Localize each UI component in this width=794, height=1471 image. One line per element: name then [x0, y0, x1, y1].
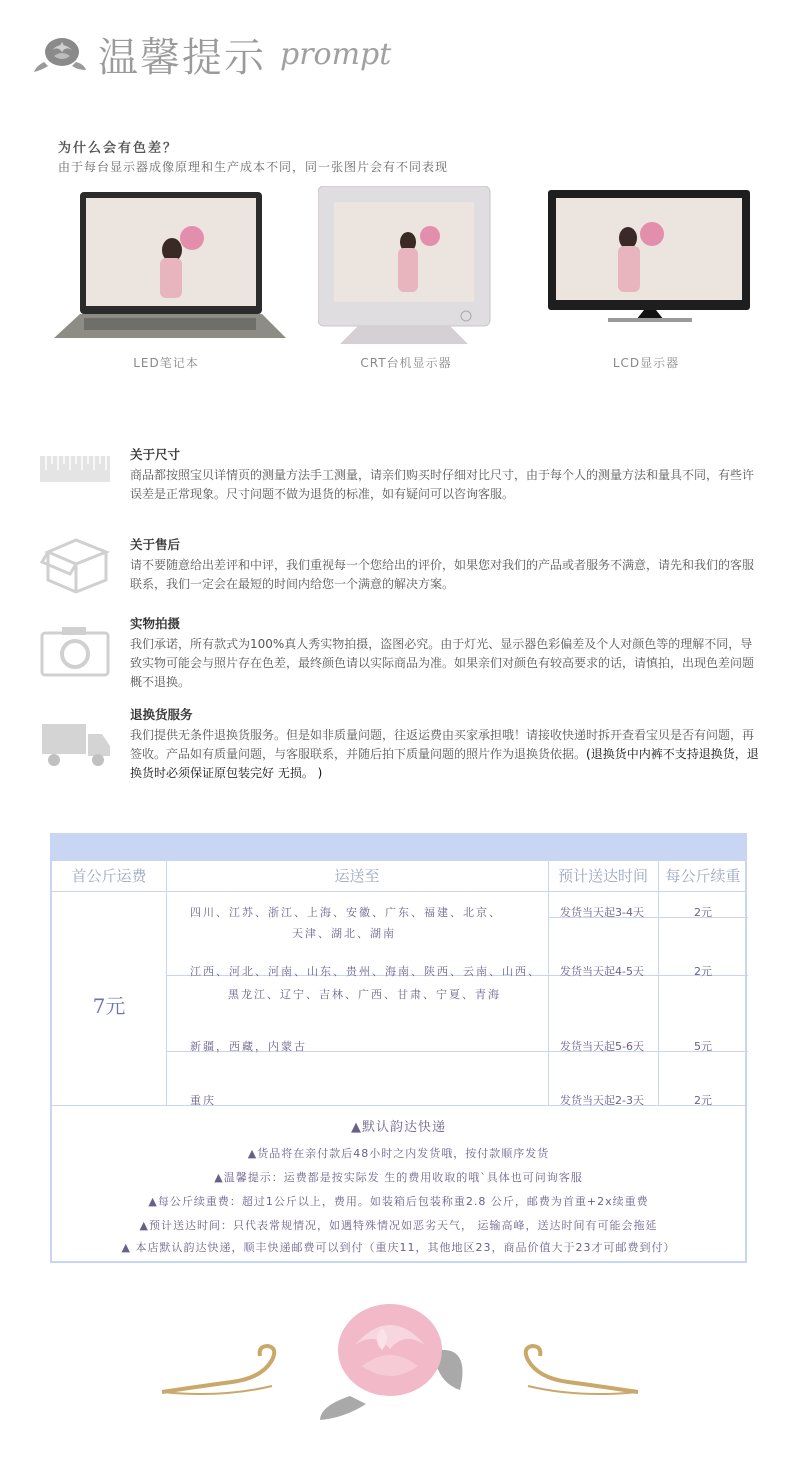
info-aftersale-title: 关于售后	[130, 537, 181, 552]
truck-icon	[40, 722, 112, 768]
row-2-extra: 2元	[694, 965, 712, 978]
row-1-regions-line1: 四川、江苏、浙江、上海、安徽、广东、福建、北京、	[190, 906, 502, 919]
lcd-monitor-icon	[548, 190, 752, 322]
shipping-table	[50, 833, 747, 1263]
shipping-note: ▲ 本店默认韵达快递，顺丰快递邮费可以到付（重庆11，其他地区23，商品价值大于23才可邮费到付）	[121, 1241, 676, 1254]
row-3-regions: 新疆，西藏，内蒙古	[190, 1040, 307, 1053]
grid-line	[166, 861, 167, 1105]
info-photo	[130, 614, 760, 692]
row-4-extra: 2元	[694, 1094, 712, 1107]
row-4-time: 发货当天起2-3天	[560, 1094, 644, 1107]
box-icon	[40, 534, 112, 594]
rose-icon	[32, 32, 86, 76]
row-3-time: 发货当天起5-6天	[560, 1040, 644, 1053]
info-return-title: 退换货服务	[130, 707, 193, 722]
info-return-highlight: (退换货中内裤不支持退换货，退换货时必须保证原包装完好 无损。 )	[130, 747, 759, 780]
row-4-regions: 重庆	[190, 1094, 216, 1107]
color-diff-answer: 由于每台显示器成像原理和生产成本不同，同一张图片会有不同表现	[58, 160, 449, 174]
rose-ornament-icon	[150, 1300, 650, 1430]
row-2-time: 发货当天起4-5天	[560, 965, 644, 978]
page-header	[32, 24, 391, 84]
info-return-text	[130, 726, 760, 783]
grid-line	[52, 891, 745, 892]
info-aftersale-text: 请不要随意给出差评和中评，我们重视每一个您给出的评价，如果您对我们的产品或者服务不满意，请先和我们的客服联系，我们一定会在最短的时间内给您一个满意的解决方案。	[130, 558, 755, 591]
col-header-extra-kg: 每公斤续重	[665, 867, 741, 885]
info-photo-text: 我们承诺，所有款式为100%真人秀实物拍摄，盗图必究。由于灯光、显示器色彩偏差及个人对颜色等的理解不同，导致实物可能会与照片存在色差，最终颜色请以实际商品为准。如果亲们对颜色有较高要求的话，请慎拍，出现色差问题概不退换。	[130, 637, 755, 689]
shipping-table-band	[52, 835, 745, 861]
row-2-regions-line2: 黑龙江、辽宁、吉林、广西、甘肃、宁夏、青海	[228, 988, 501, 1001]
info-return	[130, 705, 760, 783]
first-kg-fee: 7元	[92, 994, 126, 1018]
crt-monitor-icon	[318, 186, 492, 344]
row-1-extra: 2元	[694, 906, 712, 919]
info-size-title: 关于尺寸	[130, 447, 181, 462]
shipping-note: ▲温馨提示：运费都是按实际发 生的费用收取的哦`具体也可问询客服	[214, 1171, 583, 1184]
page-subtitle: prompt	[280, 36, 392, 72]
shipping-note: ▲货品将在亲付款后48小时之内发货哦，按付款顺序发货	[247, 1147, 550, 1160]
shipping-note: ▲每公斤续重费：超过1公斤以上，费用。如装箱后包装称重2.8 公斤，邮费为首重+2x续重费	[148, 1195, 649, 1208]
laptop-icon	[54, 190, 286, 342]
info-return-body: 我们提供无条件退换货服务。但是如非质量问题，往返运费由买家承担哦！请接收快递时拆开查看宝贝是否有问题，再签收。产品如有质量问题，与客服联系，并随后拍下质量问题的照片作为退换货依据。	[130, 728, 755, 761]
camera-icon	[40, 625, 112, 677]
info-size-text: 商品都按照宝贝详情页的测量方法手工测量，请亲们购买时仔细对比尺寸，由于每个人的测量方法和量具不同，有些许误差是正常现象。尺寸问题不做为退货的标准，如有疑问可以咨询客服。	[130, 468, 755, 501]
row-1-regions-line2: 天津、湖北、湖南	[292, 927, 396, 940]
col-header-destination: 运送至	[334, 867, 380, 885]
device-label-lcd: LCD显示器	[612, 356, 680, 370]
device-label-led: LED笔记本	[133, 356, 199, 370]
shipping-notes-title: ▲默认韵达快递	[351, 1120, 446, 1135]
info-size	[130, 445, 760, 504]
ruler-icon	[40, 454, 112, 484]
info-aftersale	[130, 535, 760, 594]
info-photo-title: 实物拍摄	[130, 616, 181, 631]
row-2-regions-line1: 江西、河北、河南、山东、贵州、海南、陕西、云南、山西、	[190, 965, 541, 978]
page-title: 温馨提示	[98, 34, 266, 81]
shipping-note: ▲预计送达时间：只代表常规情况，如遇特殊情况如恶劣天气， 运输高峰，送达时间有可能会拖延	[139, 1219, 658, 1232]
col-header-first-kg: 首公斤运费	[71, 867, 147, 885]
row-1-time: 发货当天起3-4天	[560, 906, 644, 919]
device-label-crt: CRT台机显示器	[360, 356, 452, 370]
row-3-extra: 5元	[694, 1040, 712, 1053]
col-header-time: 预计送达时间	[557, 867, 648, 885]
color-diff-question: 为什么会有色差？	[58, 141, 179, 156]
